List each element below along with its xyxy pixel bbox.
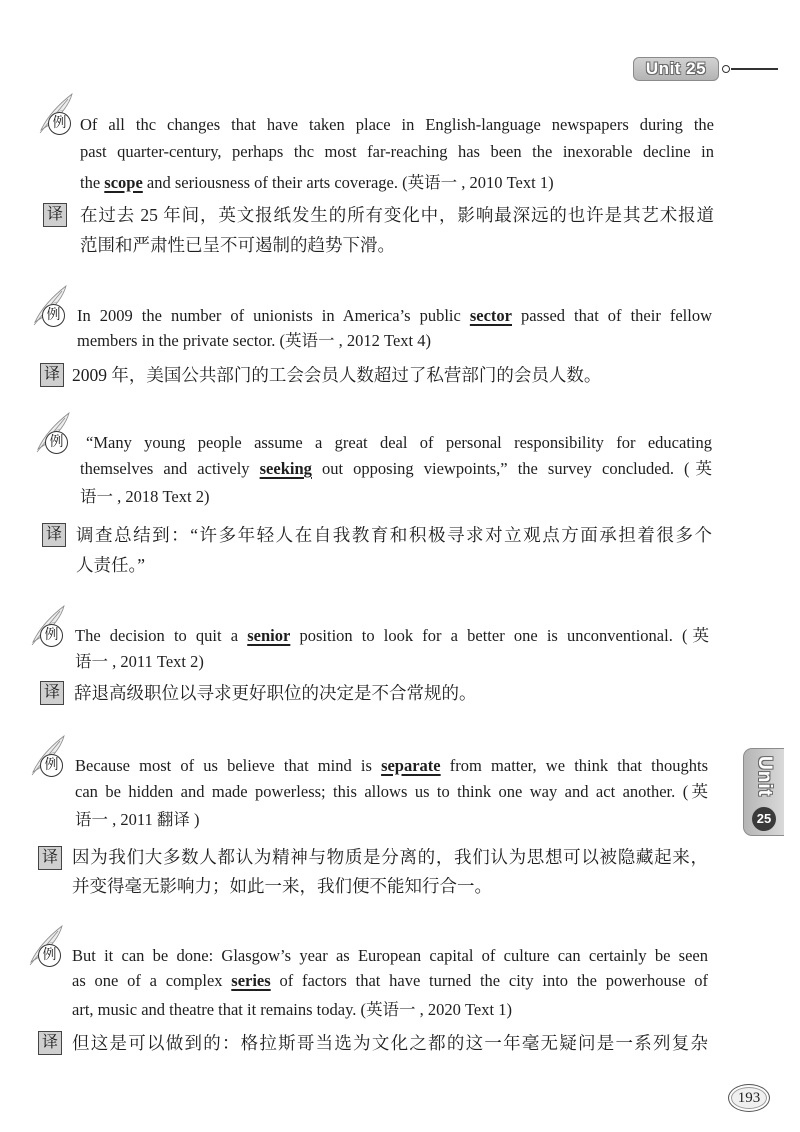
line-text: The decision to quit a [75,626,248,645]
translation-line: 因为我们大多数人都认为精神与物质是分离的，我们认为思想可以被隐藏起来， [72,847,708,867]
example-sentence-line: Of all thc changes that have taken place in English-language newspapers during the [80,115,714,134]
side-tab-label: Unit [754,756,775,797]
line-text: themselves and actively [80,459,260,478]
badge-rule [731,68,778,70]
example-sentence-line [75,626,709,646]
badge-ring-icon [722,65,730,73]
example-sentence-line [80,173,714,193]
example-circle-icon: 例 [40,754,63,777]
example-sentence-line: can be hidden and made powerless; this allows us to think one way and act another. (英 [75,782,708,801]
keyword: seeking [259,459,312,478]
example-sentence-line [77,306,712,326]
example-sentence-line: members in the private sector. (英语一 , 2012 Text 4) [77,331,431,350]
line-text: In 2009 the number of unionists in America’s public [77,306,470,325]
example-circle-icon: 例 [45,431,68,454]
example-sentence-line [80,459,712,479]
keyword: senior [247,626,291,645]
translation-mark-icon: 译 [43,203,67,227]
keyword: sector [469,306,512,325]
line-text: Because most of us believe that mind is [75,756,382,775]
translation-line: 并变得毫无影响力；如此一来，我们便不能知行合一。 [72,876,492,896]
translation-line: 在过去 25 年间，英文报纸发生的所有变化中，影响最深远的也许是其艺术报道 [80,205,714,225]
line-text: passed that of their fellow [512,306,712,325]
line-text: out opposing viewpoints,” the survey concluded. (英 [311,459,712,478]
translation-line: 辞退高级职位以寻求更好职位的决定是不合常规的。 [74,683,477,703]
example-mark-icon [30,734,70,778]
example-sentence-line: past quarter-century, perhaps thc most far-reaching has been the inexorable decline in [80,142,714,161]
line-text: position to look for a better one is unconventional. (英 [290,626,710,645]
example-sentence-line [72,971,708,991]
example-sentence-line: 语一 , 2011 翻译 ) [75,810,200,829]
line-text: and seriousness of their arts coverage. (英语一 , 2010 Text 1) [142,173,554,192]
unit-badge: Unit 25 [633,57,719,81]
example-mark-icon [30,604,70,648]
example-sentence-line: art, music and theatre that it remains today. (英语一 , 2020 Text 1) [72,1000,512,1019]
example-circle-icon: 例 [40,624,63,647]
translation-mark-icon: 译 [40,681,64,705]
example-circle-icon: 例 [38,944,61,967]
unit-side-tab [743,748,784,836]
example-mark-icon [38,92,78,136]
line-text: as one of a complex [72,971,232,990]
translation-line: 调查总结到：“许多年轻人在自我教育和积极寻求对立观点方面承担着很多个 [76,525,712,545]
example-sentence-line [75,756,708,776]
example-mark-icon [32,284,72,328]
example-circle-icon: 例 [42,304,65,327]
translation-line: 但这是可以做到的：格拉斯哥当选为文化之都的这一年毫无疑问是一系列复杂 [72,1033,708,1053]
example-mark-icon [35,411,75,455]
translation-mark-icon: 译 [42,523,66,547]
translation-line: 人责任。” [76,555,146,575]
line-text: from matter, we think that thoughts [440,756,709,775]
translation-mark-icon: 译 [40,363,64,387]
example-sentence-line: 语一 , 2011 Text 2) [75,652,204,671]
example-sentence-line: But it can be done: Glasgow’s year as European capital of culture can certainly be seen [72,946,708,965]
page-number: 193 [728,1084,770,1112]
translation-mark-icon: 译 [38,846,62,870]
side-tab-number: 25 [752,807,776,831]
line-text: of factors that have turned the city into the powerhouse of [270,971,708,990]
keyword: series [231,971,271,990]
line-text: the [80,173,105,192]
example-mark-icon [28,924,68,968]
example-sentence-line: 语一 , 2018 Text 2) [80,487,210,506]
translation-line: 2009 年，美国公共部门的工会会员人数超过了私营部门的会员人数。 [72,365,602,385]
example-sentence-line: “Many young people assume a great deal of personal responsibility for educating [86,433,712,452]
example-circle-icon: 例 [48,112,71,135]
translation-line: 范围和严肃性已呈不可遏制的趋势下滑。 [80,235,395,255]
keyword: scope [104,173,143,192]
translation-mark-icon: 译 [38,1031,62,1055]
keyword: separate [381,756,441,775]
